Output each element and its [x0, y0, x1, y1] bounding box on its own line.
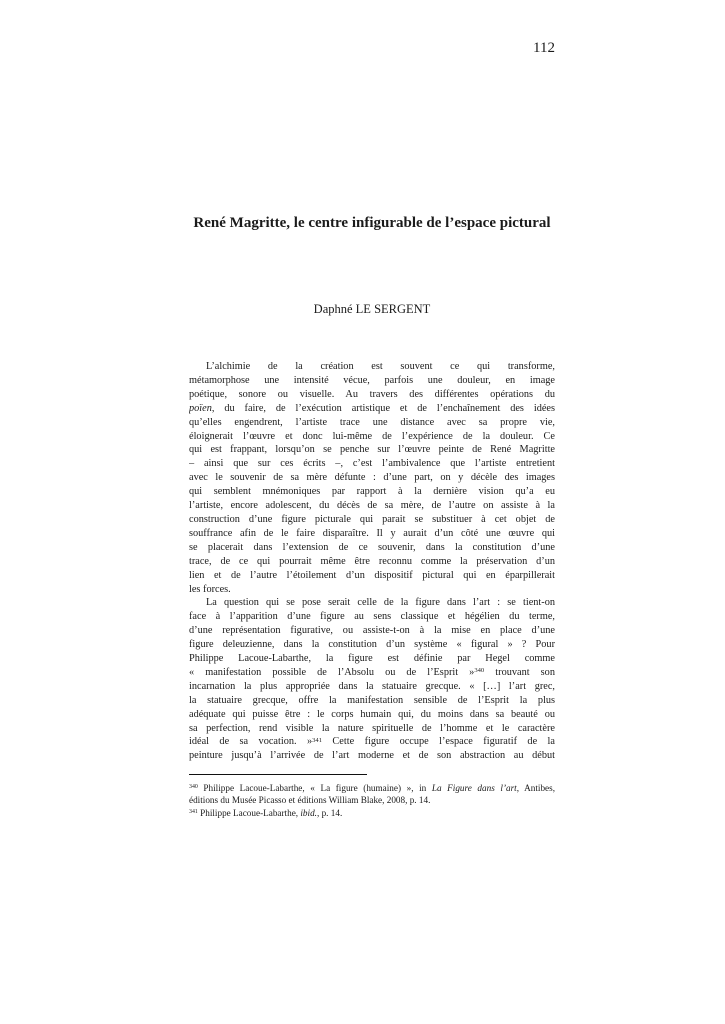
text-segment: d’une représentation figurative, ou assiste-t-on à la mise en place d’une [189, 625, 555, 637]
text-segment: , p. 14. [316, 807, 343, 818]
page-number: 112 [533, 40, 555, 56]
body-line [189, 555, 555, 569]
body-line [189, 735, 555, 749]
footnote-ref-number: 341 [312, 736, 323, 744]
footnote-line [189, 782, 555, 794]
text-segment: construction d’une figure picturale qui parait se substituer à cet objet de [189, 513, 555, 525]
body-line [189, 708, 555, 722]
text-segment: « manifestation possible de l’Absolu ou de l’Esprit » [189, 666, 475, 678]
text-segment: souffrance afin de le faire disparaître. Il y aurait d’un côté une œuvre qui [189, 527, 555, 539]
text-segment: adéquate qui puisse être : le corps humain qui, du moins dans sa beauté ou [189, 708, 555, 720]
text-segment: peinture jusqu’à l’arrivée de l’art moderne et de son abstraction au début [189, 750, 555, 762]
body-line [189, 610, 555, 624]
paragraph [189, 596, 555, 763]
body-line [189, 374, 555, 388]
text-segment: idéal de sa vocation. » [189, 736, 313, 748]
body-line [189, 722, 555, 736]
body-line [189, 527, 555, 541]
body-line [189, 499, 555, 513]
text-segment: – ainsi que sur ces écrits –, c’est l’ambivalence que l’artiste entretient [189, 458, 555, 470]
footnote-ref-number: 341 [189, 809, 198, 816]
body-line [189, 652, 555, 666]
article-body [189, 360, 555, 763]
text-segment: L’alchimie de la création est souvent ce qui transforme, [206, 361, 555, 372]
text-segment: qui est frappant, lorsqu’on se penche sur l’œuvre peinte de René Magritte [189, 444, 555, 456]
text-segment: figure deleuzienne, dans la constitution d’un système « figural » ? Pour [189, 639, 555, 651]
author-name: Daphné LE SERGENT [313, 302, 431, 316]
text-segment: La question qui se pose serait celle de la figure dans l’art : se tient-on [206, 597, 555, 609]
footnotes-section [189, 782, 555, 819]
article-title: René Magritte, le centre infigurable de l’espace pictural [193, 215, 551, 231]
text-segment: lien et de l’autre l’étoilement d’un dispositif pictural qui en éparpillerait [189, 569, 555, 581]
body-line [189, 513, 555, 527]
text-segment: qu’elles engendrent, l’artiste trace une distance avec sa propre vie, [189, 416, 555, 428]
text-segment: , du faire, de l’exécution artistique et de l’enchaînement des idées [211, 402, 555, 414]
paragraph [189, 360, 555, 596]
body-line [189, 694, 555, 708]
footnote [189, 782, 555, 807]
text-segment: l’artiste, encore adolescent, du décès de sa mère, de l’autre on assiste à la [189, 500, 555, 512]
body-line [189, 388, 555, 402]
text-segment: métamorphose une intensité vécue, parfois une douleur, en image [189, 374, 555, 386]
text-segment: La Figure dans l’art [431, 783, 517, 793]
text-segment: Philippe Lacoue-Labarthe, la figure est définie par Hegel comme [189, 653, 555, 665]
footnote-separator-rule [189, 774, 367, 775]
body-line [189, 457, 555, 471]
text-segment: qui semblent mnémoniques par rapport à la dernière vision qu’a eu [189, 486, 555, 498]
body-line [189, 416, 555, 430]
body-line [189, 596, 555, 610]
body-line [189, 666, 555, 680]
text-segment: poétique, sonore ou visuelle. Au travers des différentes opérations du [189, 388, 555, 400]
body-line [189, 471, 555, 485]
footnote-line [189, 807, 555, 819]
body-line [189, 402, 555, 416]
footnote-ref-number: 340 [474, 666, 485, 674]
text-segment: éditions du Musée Picasso et éditions William Blake, 2008, p. 14. [189, 795, 431, 806]
body-line [189, 583, 555, 597]
text-segment: trouvant son [484, 666, 555, 678]
footnote [189, 807, 555, 819]
body-line [189, 485, 555, 499]
text-segment: se placerait dans l’extension de ce souvenir, dans la constitution d’une [189, 541, 555, 553]
text-segment: sa perfection, rend visible la nature spirituelle de l’homme et le caractère [189, 722, 555, 734]
body-line [189, 680, 555, 694]
footnote-ref-number: 340 [189, 784, 198, 791]
text-segment: ibid. [300, 807, 317, 818]
text-segment: face à l’apparition d’une figure au sens classique et hégélien du terme, [189, 611, 555, 623]
text-segment: trace, de ce qui pourrait même être reconnu comme la préservation d’un [189, 555, 555, 567]
body-line [189, 443, 555, 457]
text-segment: incarnation la plus appropriée dans la statuaire grecque. « […] l’art grec, [189, 680, 555, 692]
body-line [189, 360, 555, 374]
body-line [189, 624, 555, 638]
text-segment: poïen [189, 402, 212, 414]
body-line [189, 430, 555, 444]
body-line [189, 749, 555, 763]
text-segment: , Antibes, [516, 783, 555, 793]
text-segment: Cette figure occupe l’espace figuratif de la [322, 736, 555, 748]
body-line [189, 638, 555, 652]
text-segment: éloignerait l’œuvre et donc lui-même de l’expérience de la douleur. Ce [189, 430, 555, 442]
footnote-line [189, 794, 555, 806]
body-line [189, 569, 555, 583]
body-line [189, 541, 555, 555]
text-segment: Philippe Lacoue-Labarthe, « La figure (humaine) », in [197, 783, 432, 793]
text-segment: les forces. [189, 583, 231, 595]
text-segment: la statuaire grecque, offre la manifestation sensible de l’Esprit la plus [189, 694, 555, 706]
text-segment: avec le souvenir de sa mère défunte : d’une part, on y décèle des images [189, 472, 555, 484]
text-segment: Philippe Lacoue-Labarthe, [197, 807, 301, 818]
